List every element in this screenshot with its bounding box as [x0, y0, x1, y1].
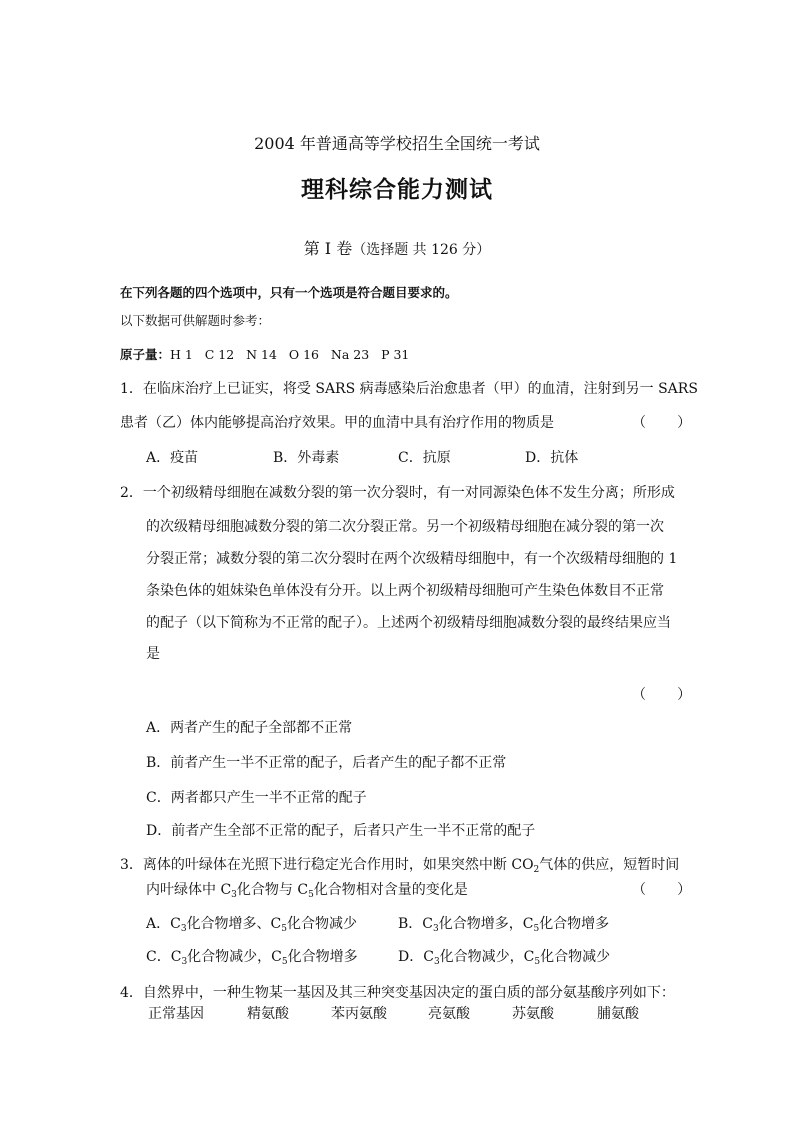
q3-option-a-p3: 化合物减少	[287, 916, 358, 932]
atomic-label: 原子量：	[120, 347, 171, 362]
q3-option-d-p1: D．C	[398, 949, 434, 965]
exam-title: 2004 年普通高等学校招生全国统一考试	[254, 134, 540, 153]
q3-line-2-sub1: 3	[231, 890, 237, 900]
atomic-weights	[120, 345, 409, 363]
q1-line-2: 患者（乙）体内能够提高治疗效果。甲的血清中具有治疗作用的物质是	[120, 415, 554, 431]
q1-option-d: D．抗体	[525, 450, 579, 466]
q3-line-1-a: 3．离体的叶绿体在光照下进行稳定光合作用时，如果突然中断 CO	[120, 857, 534, 873]
q2-line-6: 是	[146, 646, 160, 662]
subject-title: 理科综合能力测试	[301, 177, 493, 203]
q3-option-b-sub1: 3	[433, 924, 439, 934]
q2-line-4: 条染色体的姐妹染色单体没有分开。以上两个初级精母细胞可产生染色体数目不正常	[146, 583, 664, 599]
instruction-line-2: 以下数据可供解题时参考：	[120, 313, 271, 328]
q4-cell-leu: 亮氨酸	[428, 1006, 470, 1022]
q2-line-2: 的次级精母细胞减数分裂的第二次分裂正常。另一个初级精母细胞在减分裂的第一次	[146, 519, 664, 535]
atomic-values: H 1 C 12 N 14 O 16 Na 23 P 31	[170, 347, 410, 362]
q3-line-2-c: 化合物相对含量的变化是	[313, 882, 468, 898]
instruction-line-1: 在下列各题的四个选项中，只有一个选项是符合题目要求的。	[120, 285, 458, 300]
q3-line-1-b: 气体的供应，短暂时间	[539, 857, 680, 873]
q3-option-d-sub1: 3	[433, 957, 440, 967]
q3-line-1	[120, 854, 679, 874]
q3-line-2-a: 内叶绿体中 C	[146, 882, 232, 898]
q3-option-c-sub2: 5	[281, 957, 288, 967]
q3-option-d-p3: 化合物减少	[540, 949, 611, 965]
q3-option-c-p3: 化合物增多	[287, 949, 358, 965]
q3-option-b-p1: B．C	[398, 916, 433, 932]
q4-cell-arg: 精氨酸	[247, 1006, 289, 1022]
q3-option-c-p2: 化合物减少，C	[187, 949, 282, 965]
q3-option-a-sub2: 5	[281, 924, 288, 934]
q4-cell-pro: 脯氨酸	[597, 1006, 639, 1022]
q3-option-b-p3: 化合物增多	[539, 916, 610, 932]
q3-answer-paren: （ ）	[632, 882, 692, 898]
q3-option-a-p1: A．C	[146, 916, 181, 932]
q2-option-a: A．两者产生的配子全部都不正常	[146, 720, 353, 736]
q3-line-1-sub: 2	[533, 865, 540, 875]
q3-line-2	[146, 879, 468, 899]
q2-line-1: 2．一个初级精母细胞在减数分裂的第一次分裂时，有一对同源染色体不发生分离；所形成	[120, 485, 675, 501]
q3-option-a-p2: 化合物增多、C	[186, 916, 282, 932]
q1-option-c: C．抗原	[398, 450, 451, 466]
q3-option-c-p1: C．C	[146, 949, 182, 965]
q3-option-c-sub1: 3	[181, 957, 188, 967]
q3-option-b-p2: 化合物增多，C	[438, 916, 534, 932]
q3-line-2-sub2: 5	[308, 890, 314, 900]
q1-answer-paren: （ ）	[632, 415, 692, 431]
q2-option-b: B．前者产生一半不正常的配子，后者产生的配子都不正常	[146, 755, 507, 771]
q3-option-d-sub2: 5	[534, 957, 541, 967]
q1-line-1: 1．在临床治疗上已证实，将受 SARS 病毒感染后治愈患者（甲）的血清，注射到另一 SARS	[120, 381, 698, 397]
q1-option-b: B．外毒素	[273, 450, 340, 466]
q3-option-c	[146, 946, 358, 966]
q3-option-b-sub2: 5	[533, 924, 540, 934]
section-title	[0, 236, 794, 259]
q4-cell-phe: 苯丙氨酸	[331, 1006, 387, 1022]
q2-option-c: C．两者都只产生一半不正常的配子	[146, 790, 367, 806]
q4-line-1: 4．自然界中，一种生物某一基因及其三种突变基因决定的蛋白质的部分氨基酸序列如下：	[120, 985, 675, 1001]
q3-line-2-b: 化合物与 C	[236, 882, 309, 898]
q3-option-b	[398, 913, 609, 933]
q2-line-5: 的配子（以下简称为不正常的配子）。上述两个初级精母细胞减数分裂的最终结果应当	[146, 615, 671, 631]
q3-option-a	[146, 913, 357, 933]
q2-line-3: 分裂正常；减数分裂的第二次分裂时在两个次级精母细胞中，有一个次级精母细胞的 1	[146, 551, 678, 567]
q2-answer-paren: （ ）	[632, 687, 692, 703]
q3-option-d	[398, 946, 610, 966]
section-title-note: （选择题 共 126 分）	[352, 242, 491, 258]
q4-cell-thr: 苏氨酸	[512, 1006, 554, 1022]
q3-option-d-p2: 化合物减少，C	[439, 949, 535, 965]
section-title-main: 第 I 卷	[303, 239, 353, 258]
q1-option-a: A．疫苗	[146, 450, 199, 466]
q2-option-d: D．前者产生全部不正常的配子，后者只产生一半不正常的配子	[146, 823, 536, 839]
q3-option-a-sub1: 3	[180, 924, 187, 934]
q4-cell-gene: 正常基因	[148, 1006, 204, 1022]
